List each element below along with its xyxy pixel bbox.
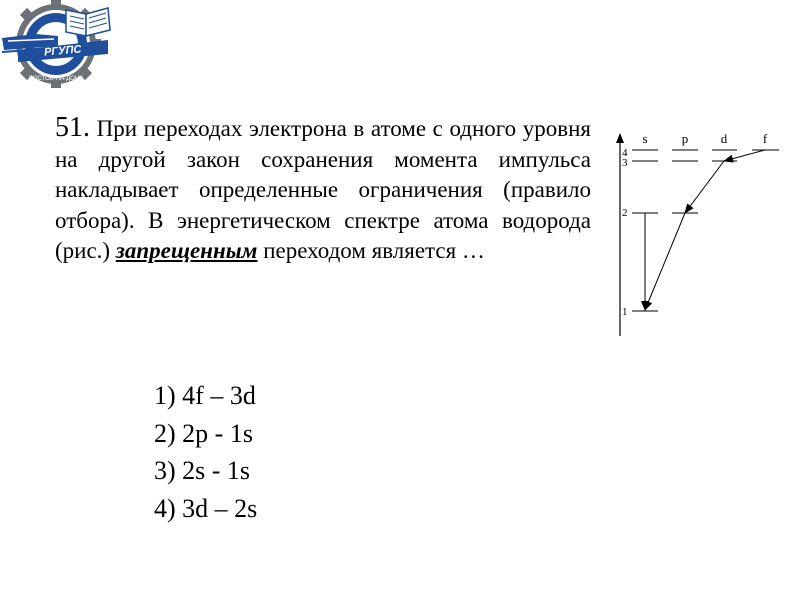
rgups-logo xyxy=(0,0,116,92)
level-label-4: 4 xyxy=(622,147,628,159)
column-label-f: f xyxy=(762,131,768,146)
column-label-p: p xyxy=(681,131,689,146)
answer-option-3[interactable]: 3) 2s - 1s xyxy=(154,456,251,485)
level-label-1: 1 xyxy=(622,306,628,318)
level-label-3: 3 xyxy=(622,157,628,169)
column-label-d: d xyxy=(720,131,728,146)
question-tail: переходом является … xyxy=(263,238,485,263)
question-text xyxy=(55,113,591,267)
answer-option-2[interactable]: 2) 2p - 1s xyxy=(154,418,253,448)
transition-2p-1s xyxy=(645,213,685,310)
column-label-s: s xyxy=(642,131,648,146)
transition-3d-2p xyxy=(685,161,724,213)
transition-4f-3d xyxy=(724,150,765,161)
logo-ring-text: РОСТОВ-НА-ДОНУ xyxy=(29,76,83,82)
energy-level-diagram xyxy=(612,122,792,340)
level-label-2: 2 xyxy=(622,207,628,219)
question-number: 51. xyxy=(55,112,90,143)
answer-option-4[interactable]: 4) 3d – 2s xyxy=(154,493,258,523)
logo-text: РГУПС xyxy=(43,43,82,59)
question-emphasis: запрещенным xyxy=(115,238,258,263)
answer-list xyxy=(154,377,257,527)
question-body: При переходах электрона в атоме с одного уровня на другой закон сохранения момента импульса накладывает определенные ограничения (правило отбора). В энергетическом спектре атома водорода (рис.) xyxy=(55,116,591,263)
answer-option-1[interactable]: 1) 4f – 3d xyxy=(154,381,256,410)
